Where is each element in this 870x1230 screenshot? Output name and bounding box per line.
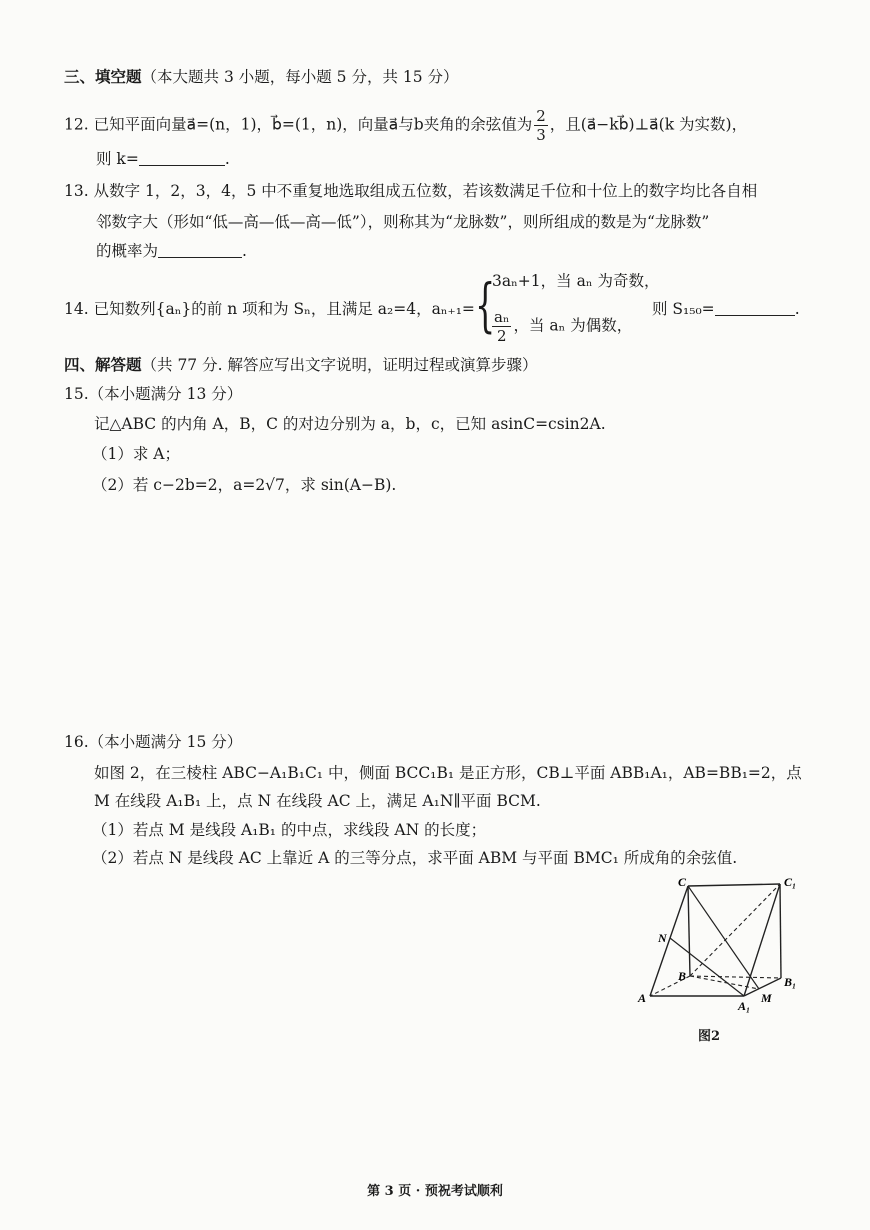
- q14-end: .: [794, 300, 800, 318]
- q12-line2-text: 则 k=: [96, 150, 139, 168]
- q13-line3: [96, 240, 247, 262]
- q14-piecewise-brace: {: [475, 271, 496, 339]
- q12-frac-num: 2: [536, 107, 546, 125]
- section-3-note: （本大题共 3 小题，每小题 5 分，共 15 分）: [141, 68, 459, 86]
- section-4-title: 四、解答题: [64, 355, 142, 374]
- label-B1: B₁: [784, 975, 797, 989]
- q12-fraction: [534, 107, 548, 144]
- q12-line1: [64, 107, 747, 144]
- edge-C1-B1: [780, 884, 781, 978]
- label-C: C: [678, 875, 687, 889]
- q16-line1: 如图 2，在三棱柱 ABC−A₁B₁C₁ 中，侧面 BCC₁B₁ 是正方形，CB⊥平面 ABB₁A₁，AB=BB₁=2，点: [94, 764, 802, 782]
- q13-answer-blank[interactable]: [158, 241, 242, 258]
- page-footer: 第 3 页 · 预祝考试顺利: [367, 1184, 503, 1199]
- q14-answer-blank[interactable]: [715, 299, 795, 316]
- q15-head: 15.（本小题满分 13 分）: [64, 385, 243, 403]
- q13-line2-text: 邻数字大（形如“低—高—低—高—低”），则称其为“龙脉数”，则所组成的数是为“龙脉数”: [96, 213, 710, 231]
- segment-B-C1: [690, 884, 780, 976]
- q14-case2: [490, 308, 632, 345]
- q13-line1-text: 从数字 1，2，3，4，5 中不重复地选取组成五位数，若该数满足千位和十位上的数字均比各自相: [93, 182, 758, 200]
- section-4-header: [64, 354, 537, 376]
- segment-C-M: [688, 886, 759, 989]
- label-M: M: [761, 991, 772, 1005]
- q14-case1: 3aₙ+1，当 aₙ 为奇数，: [492, 272, 660, 290]
- q14-case2-text: ，当 aₙ 为偶数，: [513, 316, 633, 335]
- q14-text: 已知数列{aₙ}的前 n 项和为 Sₙ，且满足 a₂=4，aₙ₊₁=: [93, 300, 475, 318]
- q13-end: .: [242, 242, 247, 260]
- edge-C-B: [688, 886, 690, 976]
- q12-frac-den: 3: [536, 126, 546, 144]
- edge-C-C1: [688, 884, 780, 886]
- q15-part1: （1）求 A；: [92, 445, 180, 463]
- section-3-title: 三、填空题: [64, 67, 142, 86]
- q12-line2: [96, 148, 230, 170]
- q13-number: 13.: [64, 182, 89, 200]
- section-4-note: （共 77 分. 解答应写出文字说明，证明过程或演算步骤）: [141, 356, 538, 374]
- q15-part2: （2）若 c−2b=2，a=2√7，求 sin(A−B).: [92, 476, 397, 494]
- q14-case2-den: 2: [496, 327, 507, 345]
- q12-number: 12.: [64, 115, 89, 134]
- q16-part2: （2）若点 N 是线段 AC 上靠近 A 的三等分点，求平面 ABM 与平面 BMC₁ 所成角的余弦值.: [92, 849, 738, 867]
- q16-line2: M 在线段 A₁B₁ 上，点 N 在线段 AC 上，满足 A₁N∥平面 BCM.: [94, 792, 541, 810]
- q16-head: 16.（本小题满分 15 分）: [64, 733, 243, 751]
- q14-case2-fraction: [492, 308, 511, 345]
- q14-line: [64, 298, 475, 320]
- q15-stem: 记△ABC 的内角 A，B，C 的对边分别为 a，b，c，已知 asinC=csin2A.: [94, 415, 606, 433]
- q12-end: .: [224, 150, 230, 168]
- q14-number: 14.: [64, 300, 89, 318]
- label-N: N: [658, 931, 667, 945]
- q12-text-a: 已知平面向量a⃗=(n，1)，b⃗=(1，n)，向量a⃗与b夹角的余弦值为: [93, 115, 533, 134]
- edge-B-B1: [690, 976, 781, 978]
- q13-line1: [64, 180, 757, 202]
- edge-C1-A1: [744, 884, 780, 996]
- q12-text-b: ，且(a⃗−kb⃗)⊥a⃗(k 为实数)，: [549, 115, 748, 134]
- q12-answer-blank[interactable]: [139, 149, 225, 166]
- q14-tail: [652, 298, 800, 320]
- q14-case2-num: aₙ: [494, 308, 510, 326]
- label-A: A: [638, 991, 647, 1005]
- q16-part1: （1）若点 M 是线段 A₁B₁ 的中点，求线段 AN 的长度；: [92, 821, 487, 839]
- q13-line2: [96, 211, 709, 233]
- label-A1: A₁: [738, 999, 751, 1013]
- q14-tail-text: 则 S₁₅₀=: [652, 300, 715, 318]
- q13-line3-text: 的概率为: [96, 242, 159, 260]
- figure-caption: 图2: [698, 1029, 721, 1044]
- prism-figure: [634, 872, 814, 1022]
- segment-N-A1: [670, 938, 744, 996]
- label-C1: C₁: [784, 875, 797, 889]
- label-B: B: [678, 969, 687, 983]
- section-3-header: [64, 66, 459, 88]
